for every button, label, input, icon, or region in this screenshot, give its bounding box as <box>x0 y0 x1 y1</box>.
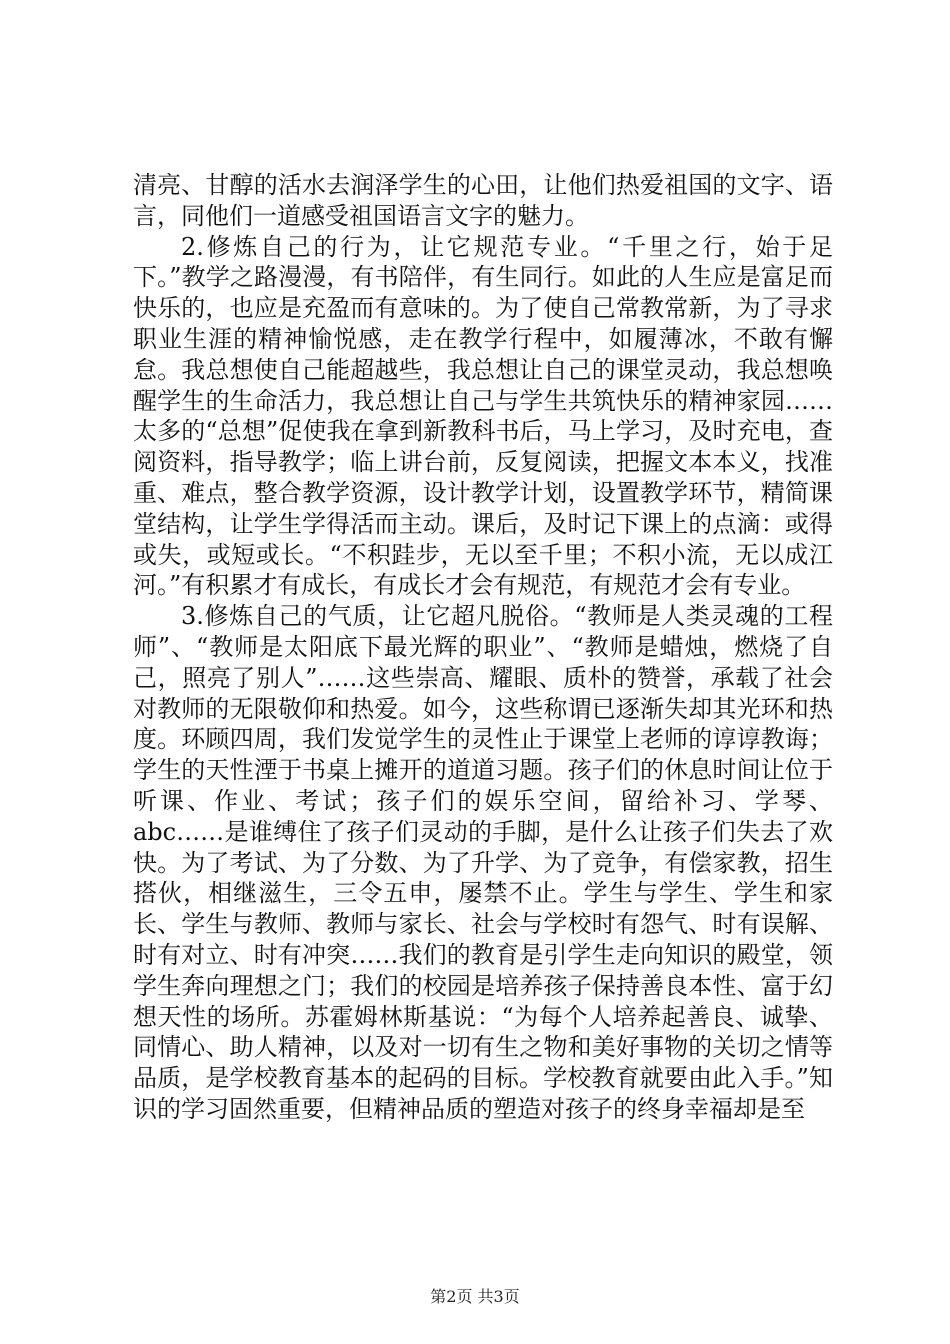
document-body <box>133 170 833 1125</box>
page-number-footer: 第2页 共3页 <box>430 1287 520 1306</box>
paragraph-item-3: 3.修炼自己的气质，让它超凡脱俗。“教师是人类灵魂的工程师”、“教师是太阳底下最光辉的职业”、“教师是蜡烛，燃烧了自己，照亮了别人”……这些崇高、耀眼、质朴的赞誉，承载了社会对教师的无限敬仰和热爱。如今，这些称谓已逐渐失却其光环和热度。环顾四周，我们发觉学生的灵性止于课堂上老师的谆谆教诲；学生的天性湮于书桌上摊开的道道习题。孩子们的休息时间让位于听课、作业、考试；孩子们的娱乐空间，留给补习、学琴、abc……是谁缚住了孩子们灵动的手脚，是什么让孩子们失去了欢快。为了考试、为了分数、为了升学、为了竞争，有偿家教，招生搭伙，相继滋生，三令五申，屡禁不止。学生与学生、学生和家长、学生与教师、教师与家长、社会与学校时有怨气、时有误解、时有对立、时有冲突……我们的教育是引学生走向知识的殿堂，领学生奔向理想之门；我们的校园是培养孩子保持善良本性、富于幻想天性的场所。苏霍姆林斯基说：“为每个人培养起善良、诚挚、同情心、助人精神，以及对一切有生之物和美好事物的关切之情等品质，是学校教育基本的起码的目标。学校教育就要由此入手。”知识的学习固然重要，但精神品质的塑造对孩子的终身幸福却是至 <box>133 602 833 1123</box>
paragraph-item-2: 2.修炼自己的行为，让它规范专业。“千里之行，始于足下。”教学之路漫漫，有书陪伴，有生同行。如此的人生应是富足而快乐的，也应是充盈而有意味的。为了使自己常教常新，为了寻求职业生涯的精神愉悦感，走在教学行程中，如履薄冰，不敢有懈怠。我总想使自己能超越些，我总想让自己的课堂灵动，我总想唤醒学生的生命活力，我总想让自己与学生共筑快乐的精神家园……太多的“总想”促使我在拿到新教科书后，马上学习，及时充电，查阅资料，指导教学；临上讲台前，反复阅读，把握文本本义，找准重、难点，整合教学资源，设计教学计划，设置教学环节，精简课堂结构，让学生学得活而主动。课后，及时记下课上的点滴：或得或失，或短或长。“不积跬步，无以至千里；不积小流，无以成江河。”有积累才有成长，有成长才会有规范，有规范才会有专业。 <box>133 232 833 600</box>
paragraph-continuation: 清亮、甘醇的活水去润泽学生的心田，让他们热爱祖国的文字、语言，同他们一道感受祖国语言文字的魅力。 <box>133 171 833 230</box>
